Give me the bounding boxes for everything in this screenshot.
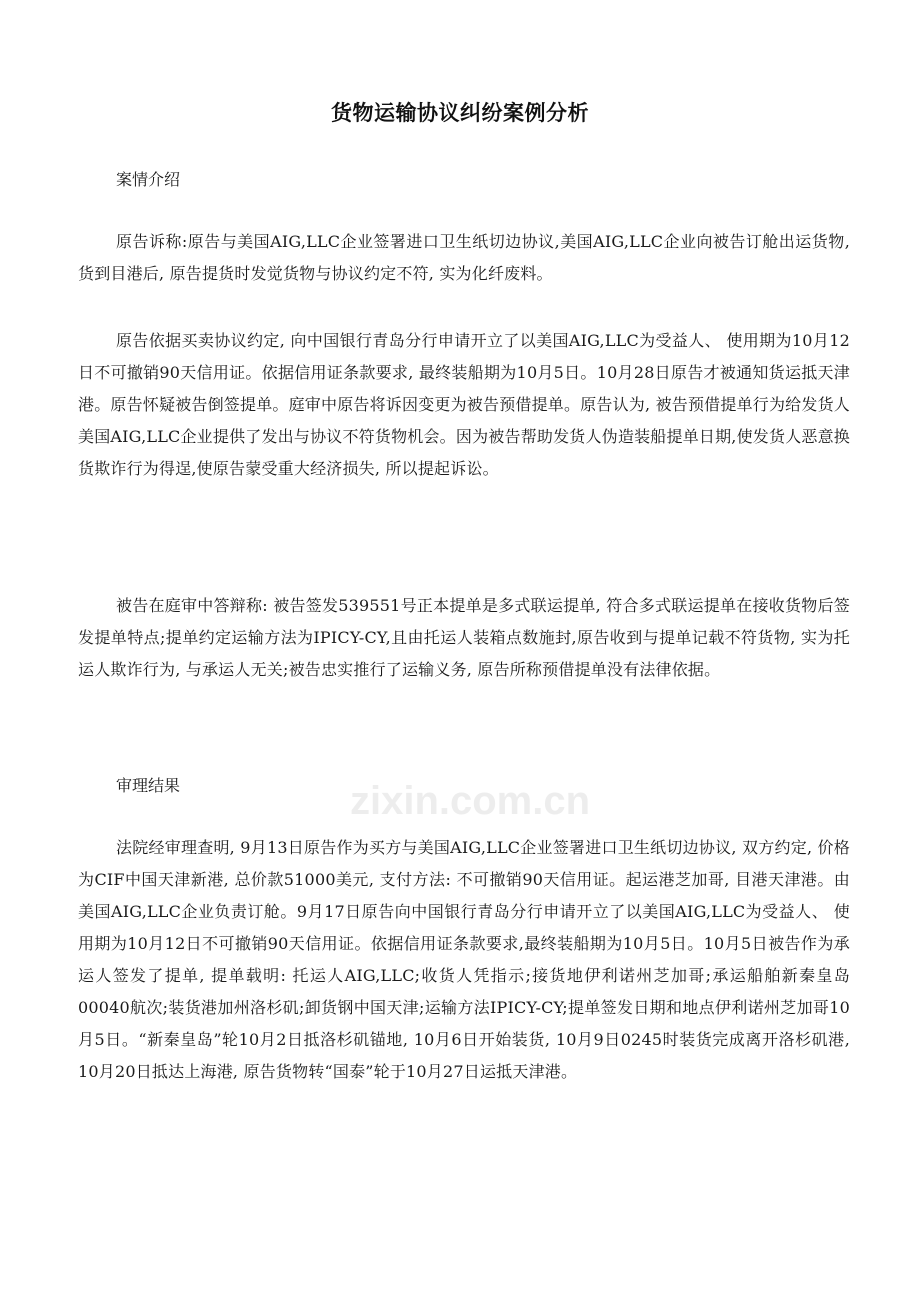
section-heading-case-intro: 案情介绍 bbox=[116, 170, 181, 189]
paragraph-defendant-defense: 被告在庭审中答辩称: 被告签发539551号正本提单是多式联运提单, 符合多式联运提单在接收货物后签发提单特点;提单约定运输方法为IPICY-CY,且由托运人装箱点数施封,原告收到与提单记载不符货物, 实为托运人欺诈行为, 与承运人无关;被告忠实推行了运输义务, 原告所称预借提单没有法律依据。 bbox=[78, 596, 850, 679]
section-heading-trial-result: 审理结果 bbox=[116, 776, 181, 795]
paragraph-plaintiff-claim: 原告诉称:原告与美国AIG,LLC企业签署进口卫生纸切边协议,美国AIG,LLC企业向被告订舱出运货物, 货到目港后, 原告提货时发觉货物与协议约定不符, 实为化纤废料。 bbox=[78, 232, 850, 283]
paragraph-court-findings: 法院经审理查明, 9月13日原告作为买方与美国AIG,LLC企业签署进口卫生纸切边协议, 双方约定, 价格为CIF中国天津新港, 总价款51000美元, 支付方法: 不可撤销90天信用证。起运港芝加哥, 目港天津港。由美国AIG,LLC企业负责订舱。9月17日原告向中国银行青岛分行申请开立了以美国AIG,LLC为受益人、 使用期为10月12日不可撤销90天信用证。依据信用证条款要求,最终装船期为10月5日。10月5日被告作为承运人签发了提单, 提单载明: 托运人AIG,LLC;收货人凭指示;接货地伊利诺州芝加哥;承运船舶新秦皇岛00040航次;装货港加州洛杉矶;卸货钢中国天津;运输方法IPICY-CY;提单签发日期和地点伊利诺州芝加哥10月5日。“新秦皇岛”轮10月2日抵洛杉矶锚地, 10月6日开始装货, 10月9日0245时装货完成离开洛杉矶港, 10月20日抵达上海港, 原告货物转“国泰”轮于10月27日运抵天津港。 bbox=[78, 838, 850, 1081]
watermark-text: zixin.com.cn bbox=[349, 779, 591, 823]
document-title: 货物运输协议纠纷案例分析 bbox=[331, 101, 589, 125]
paragraph-plaintiff-basis: 原告依据买卖协议约定, 向中国银行青岛分行申请开立了以美国AIG,LLC为受益人、 使用期为10月12日不可撤销90天信用证。依据信用证条款要求, 最终装船期为10月5日。10月28日原告才被通知货运抵天津港。原告怀疑被告倒签提单。庭审中原告将诉因变更为被告预借提单。原告认为, 被告预借提单行为给发货人美国AIG,LLC企业提供了发出与协议不符货物机会。因为被告帮助发货人伪造装船提单日期,使发货人恶意换货欺诈行为得逞,使原告蒙受重大经济损失, 所以提起诉讼。 bbox=[78, 331, 850, 478]
